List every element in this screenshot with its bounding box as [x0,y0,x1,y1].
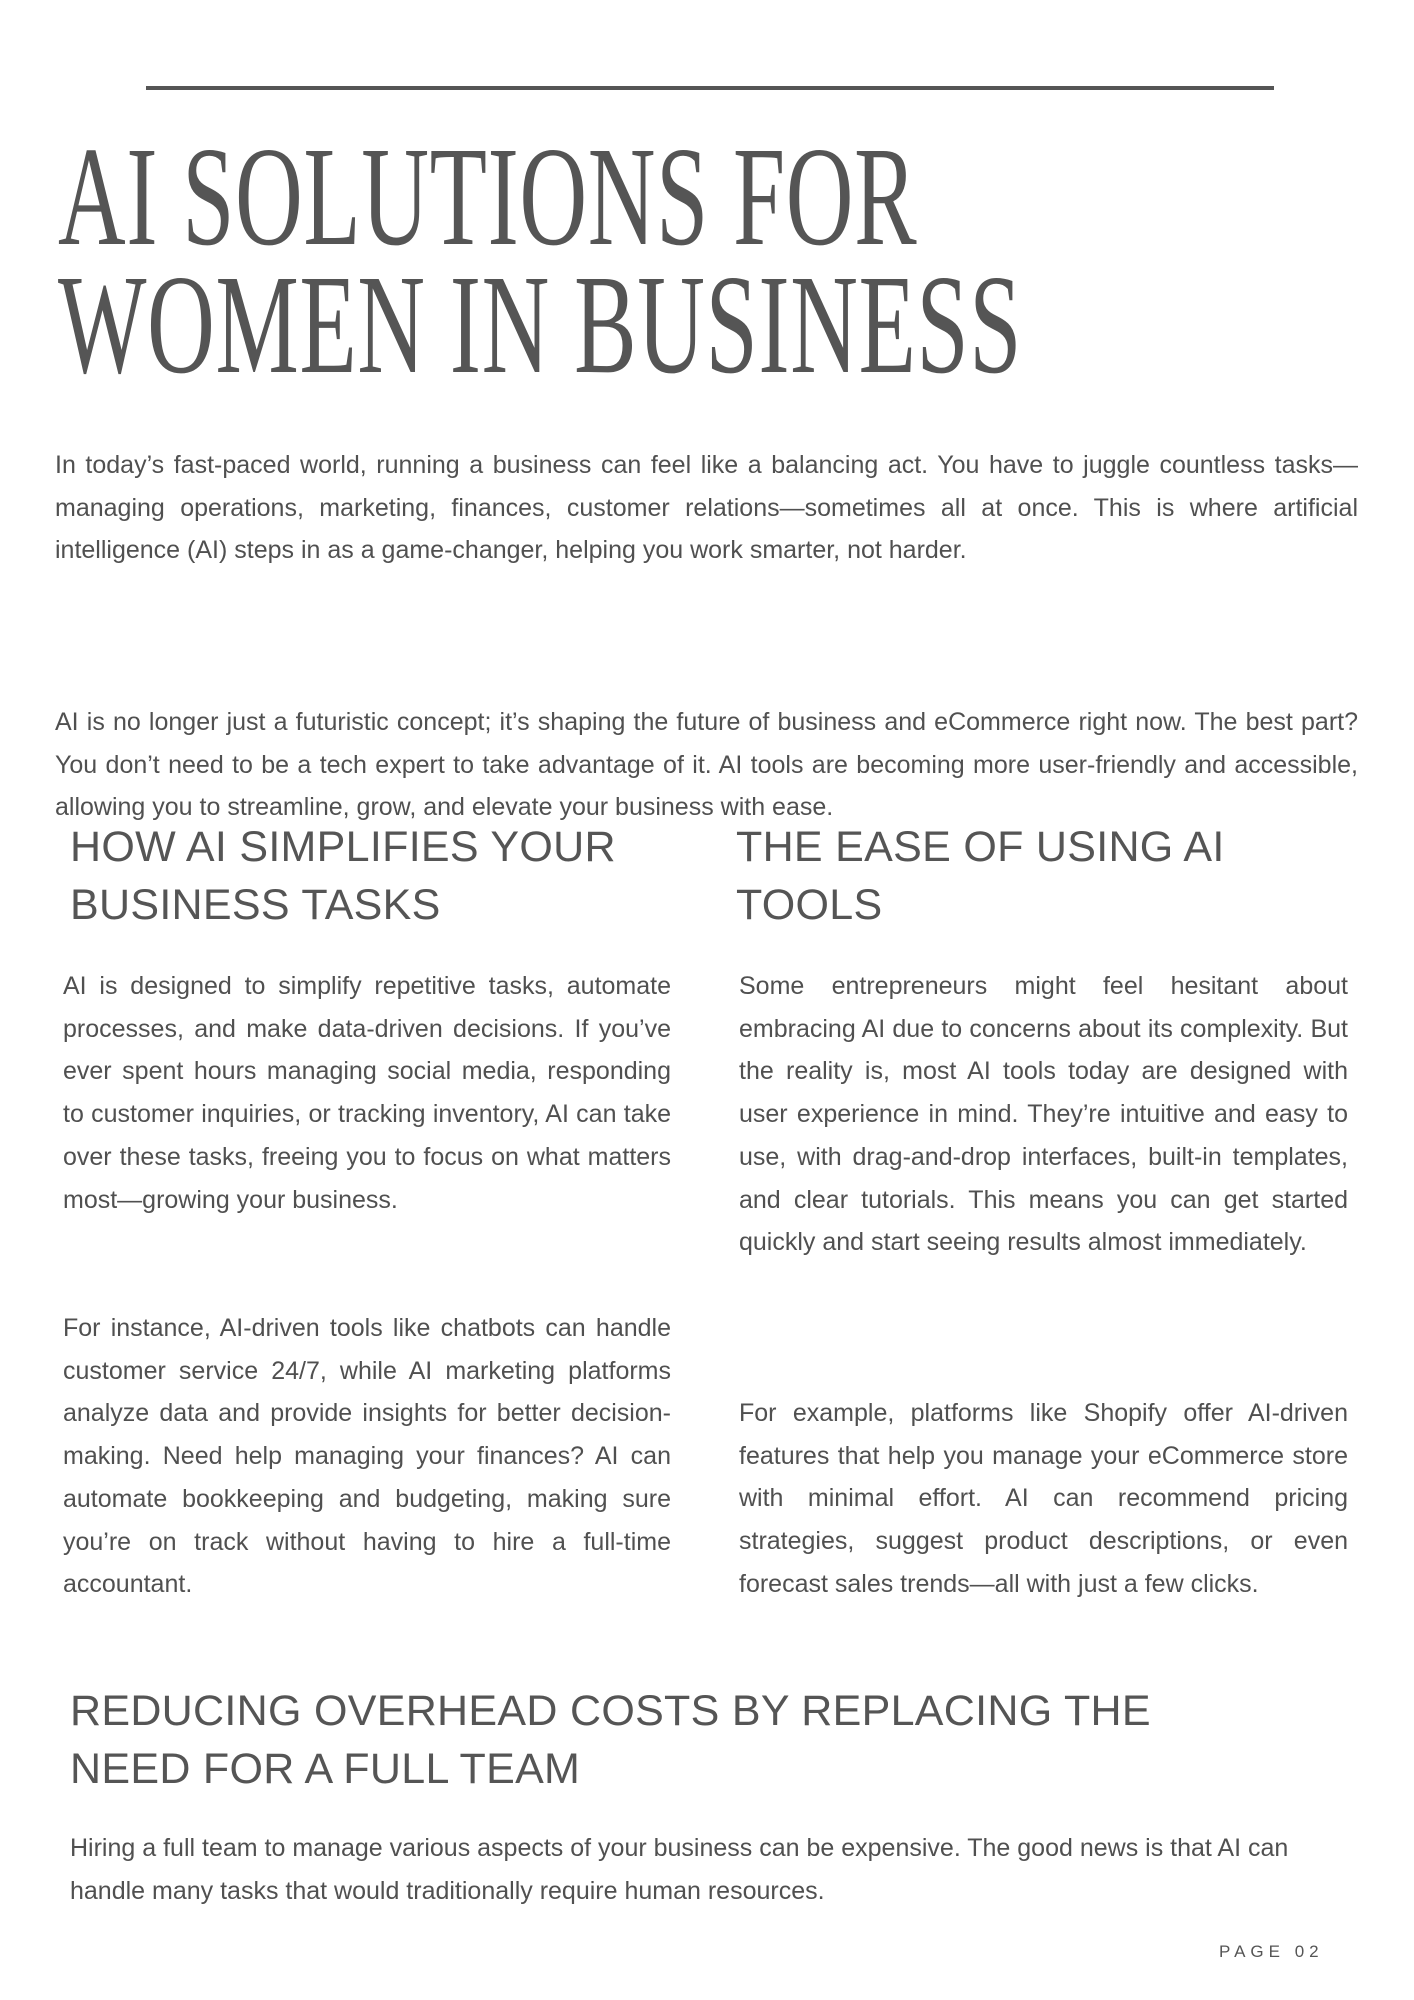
heading-line: BUSINESS TASKS [70,881,441,929]
heading-line: THE EASE OF USING AI [736,823,1225,871]
body-paragraph: For instance, AI-driven tools like chatbots can handle customer service 24/7, while AI marketing platforms analyze data and provide insights for better decision-making. Need help managing your finances? AI can automate bookkeeping and budgeting, making sure you’re on track without having to hire a full-time accountant. [63,1314,671,1599]
section-heading-ai-simplifies [70,818,616,934]
title-line: WOMEN IN BUSINESS [58,245,1023,403]
heading-line: NEED FOR A FULL TEAM [70,1745,581,1793]
intro-paragraph: AI is no longer just a futuristic concept; it’s shaping the future of business and eCommerce right now. The best part? You don’t need to be a tech expert to take advantage of it. AI tools are becoming more user-friendly and accessible, allowing you to streamline, grow, and elevate your business with ease. [55,708,1358,822]
heading-line: HOW AI SIMPLIFIES YOUR [70,823,616,871]
heading-line: REDUCING OVERHEAD COSTS BY REPLACING THE [70,1687,1151,1735]
body-paragraph: AI is designed to simplify repetitive tasks, automate processes, and make data-driven decisions. If you’ve ever spent hours managing social media, responding to customer inquiries, or tracking inventory, AI can take over these tasks, freeing you to focus on what matters most—growing your business. [63,972,671,1214]
section-heading-ease-of-use [736,818,1225,934]
intro-paragraph: In today’s fast-paced world, running a business can feel like a balancing act. You have to juggle countless tasks—managing operations, marketing, finances, customer relations—sometimes all at once. This is where artificial intelligence (AI) steps in as a game-changer, helping you work smarter, not harder. [55,451,1358,565]
page-title [58,117,1414,403]
body-paragraph: Hiring a full team to manage various aspects of your business can be expensive. The good news is that AI can handle many tasks that would traditionally require human resources. [70,1834,1289,1905]
top-divider [146,86,1274,90]
body-paragraph: For example, platforms like Shopify offer AI-driven features that help you manage your eCommerce store with minimal effort. AI can recommend pricing strategies, suggest product descriptions, or even forecast sales trends—all with just a few clicks. [739,1399,1348,1598]
title-line: AI SOLUTIONS FOR [58,117,918,275]
heading-line: TOOLS [736,881,883,929]
section-heading-reducing-costs [70,1682,1151,1798]
page-number: PAGE 02 [1219,1942,1324,1961]
body-paragraph: Some entrepreneurs might feel hesitant about embracing AI due to concerns about its complexity. But the reality is, most AI tools today are designed with user experience in mind. They’re intuitive and easy to use, with drag-and-drop interfaces, built-in templates, and clear tutorials. This means you can get started quickly and start seeing results almost immediately. [739,972,1348,1257]
